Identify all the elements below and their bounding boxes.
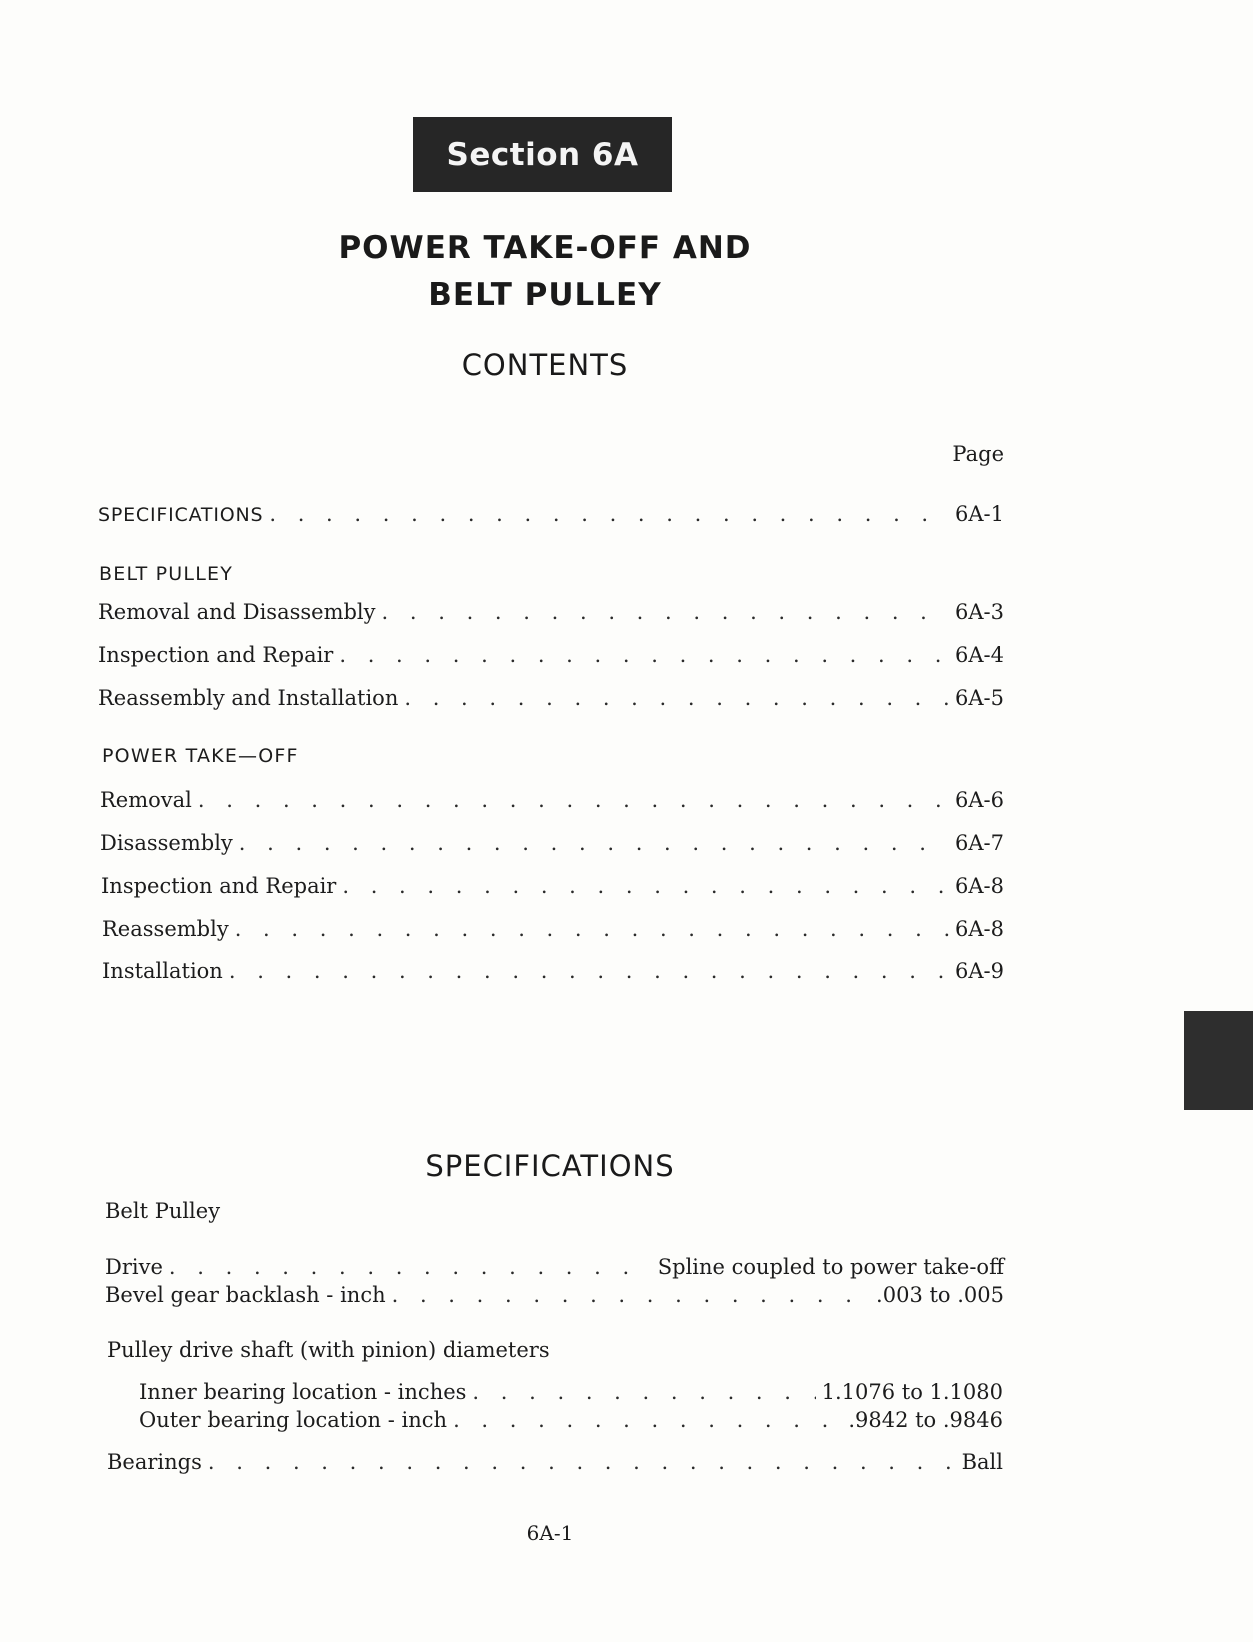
toc-page: 6A-1 <box>955 502 1004 526</box>
spec-value: Ball <box>961 1450 1003 1474</box>
leader-dots <box>392 1283 870 1307</box>
leader-dots <box>198 788 949 812</box>
leader-dots <box>169 1255 652 1279</box>
leader-dots <box>229 959 949 983</box>
spec-row-backlash <box>105 1283 1004 1313</box>
leader-dots <box>269 502 949 526</box>
toc-page: 6A-6 <box>955 788 1004 812</box>
toc-row[interactable] <box>102 917 1004 947</box>
toc-page: 6A-8 <box>955 874 1004 898</box>
spec-label: Bearings <box>107 1450 202 1474</box>
title-line-2: BELT PULLEY <box>428 277 662 313</box>
toc-row[interactable] <box>100 831 1004 861</box>
spec-row-drive <box>105 1255 1004 1285</box>
spec-row-outer-bearing <box>139 1408 1003 1438</box>
leader-dots <box>342 874 949 898</box>
leader-dots <box>453 1408 842 1432</box>
toc-label: Inspection and Repair <box>101 874 337 898</box>
leader-dots <box>235 917 949 941</box>
section-badge: Section 6A <box>413 117 672 192</box>
toc-page: 6A-4 <box>955 643 1004 667</box>
specifications-heading: SPECIFICATIONS <box>425 1149 675 1183</box>
toc-page: 6A-3 <box>955 600 1004 624</box>
spec-row-bearings <box>107 1450 1003 1480</box>
toc-row[interactable] <box>102 959 1004 989</box>
spec-label: Outer bearing location - inch <box>139 1408 448 1432</box>
leader-dots <box>239 831 949 855</box>
spec-row-inner-bearing <box>139 1380 1003 1410</box>
toc-group-belt-pulley: BELT PULLEY <box>99 563 234 585</box>
spec-value: 1.1076 to 1.1080 <box>821 1380 1003 1404</box>
toc-page: 6A-7 <box>955 831 1004 855</box>
title-line-1: POWER TAKE-OFF AND <box>338 230 752 266</box>
spec-value: Spline coupled to power take-off <box>657 1255 1004 1279</box>
toc-label: Removal <box>100 788 192 812</box>
spec-label: Bevel gear backlash - inch <box>105 1283 386 1307</box>
page-number: 6A-1 <box>526 1521 574 1545</box>
spec-shaft-heading: Pulley drive shaft (with pinion) diameters <box>107 1338 550 1362</box>
toc-label: Disassembly <box>100 831 233 855</box>
leader-dots <box>339 643 949 667</box>
spec-label: Inner bearing location - inches <box>139 1380 467 1404</box>
spec-group-belt-pulley: Belt Pulley <box>105 1199 221 1223</box>
leader-dots <box>208 1450 956 1474</box>
toc-label: Reassembly and Installation <box>98 686 399 710</box>
toc-row[interactable] <box>100 788 1004 818</box>
toc-row[interactable] <box>98 643 1004 673</box>
spec-value: .003 to .005 <box>876 1283 1004 1307</box>
contents-heading: CONTENTS <box>461 348 629 382</box>
toc-row[interactable] <box>101 874 1004 904</box>
toc-label: Removal and Disassembly <box>98 600 376 624</box>
spec-value: .9842 to .9846 <box>848 1408 1003 1432</box>
toc-row-specifications[interactable] <box>98 502 1004 532</box>
leader-dots <box>472 1380 815 1404</box>
page-column-label: Page <box>952 442 1004 466</box>
spec-label: Drive <box>105 1255 163 1279</box>
toc-row[interactable] <box>98 600 1004 630</box>
toc-label: Inspection and Repair <box>98 643 334 667</box>
toc-page: 6A-5 <box>955 686 1004 710</box>
toc-label: Installation <box>102 959 223 983</box>
leader-dots <box>382 600 950 624</box>
toc-label: Reassembly <box>102 917 229 941</box>
toc-group-power-take-off: POWER TAKE—OFF <box>102 745 299 767</box>
toc-row[interactable] <box>98 686 1004 716</box>
section-edge-tab <box>1184 1011 1253 1110</box>
toc-label: SPECIFICATIONS <box>98 504 264 526</box>
leader-dots <box>404 686 949 710</box>
toc-page: 6A-8 <box>955 917 1004 941</box>
toc-page: 6A-9 <box>955 959 1004 983</box>
